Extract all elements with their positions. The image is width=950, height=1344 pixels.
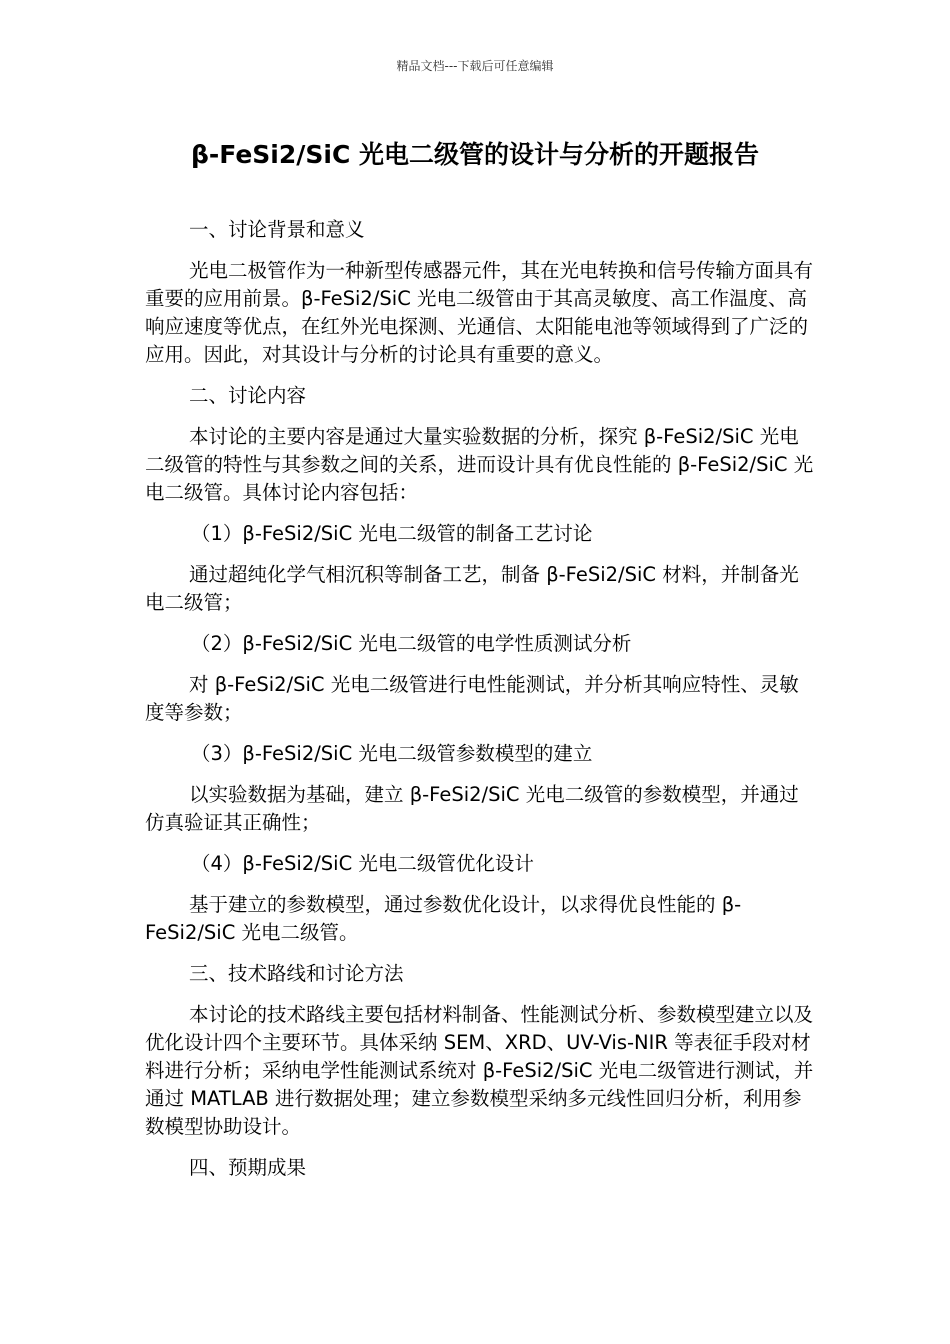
subitem-4-title: （4）β-FeSi2/SiC 光电二级管优化设计	[191, 852, 534, 875]
subitem-3-text: 以实验数据为基础，建立 β-FeSi2/SiC 光电二级管的参数模型，并通过仿真验证其正确性；	[145, 783, 799, 834]
subitem-1-title: （1）β-FeSi2/SiC 光电二级管的制备工艺讨论	[191, 522, 593, 545]
document-title: β-FeSi2/SiC 光电二级管的设计与分析的开题报告	[190, 140, 760, 169]
section-heading-content: 二、讨论内容	[189, 384, 307, 407]
section-heading-background: 一、讨论背景和意义	[189, 218, 365, 241]
section-heading-outcomes: 四、预期成果	[189, 1156, 307, 1179]
paragraph-background: 光电二极管作为一种新型传感器元件，其在光电转换和信号传输方面具有重要的应用前景。β-FeSi2/SiC 光电二级管由于其高灵敏度、高工作温度、高响应速度等优点，在红外光电探测、光通信、太阳能电池等领域得到了广泛的应用。因此，对其设计与分析的讨论具有重要的意义。	[145, 259, 814, 366]
paragraph-methods: 本讨论的技术路线主要包括材料制备、性能测试分析、参数模型建立以及优化设计四个主要环节。具体采纳 SEM、XRD、UV-Vis-NIR 等表征手段对材料进行分析；采纳电学性能测试系统对 β-FeSi2/SiC 光电二级管进行测试，并通过 MATLAB 进行数据处理；建立参数模型采纳多元线性回归分析，利用参数模型协助设计。	[145, 1003, 814, 1138]
subitem-1-text: 通过超纯化学气相沉积等制备工艺，制备 β-FeSi2/SiC 材料，并制备光电二级管；	[145, 563, 799, 614]
document-body	[145, 216, 815, 1195]
subitem-3-title: （3）β-FeSi2/SiC 光电二级管参数模型的建立	[191, 742, 593, 765]
section-heading-methods: 三、技术路线和讨论方法	[189, 962, 404, 985]
subitem-2-title: （2）β-FeSi2/SiC 光电二级管的电学性质测试分析	[191, 632, 632, 655]
subitem-2-text: 对 β-FeSi2/SiC 光电二级管进行电性能测试，并分析其响应特性、灵敏度等参数；	[145, 673, 799, 724]
header-note: 精品文档---下载后可任意编辑	[396, 59, 554, 73]
paragraph-content-intro: 本讨论的主要内容是通过大量实验数据的分析，探究 β-FeSi2/SiC 光电二级管的特性与其参数之间的关系，进而设计具有优良性能的 β-FeSi2/SiC 光电二级管。具体讨论内容包括：	[145, 425, 814, 504]
subitem-4-text: 基于建立的参数模型，通过参数优化设计，以求得优良性能的 β-FeSi2/SiC 光电二级管。	[145, 893, 742, 944]
